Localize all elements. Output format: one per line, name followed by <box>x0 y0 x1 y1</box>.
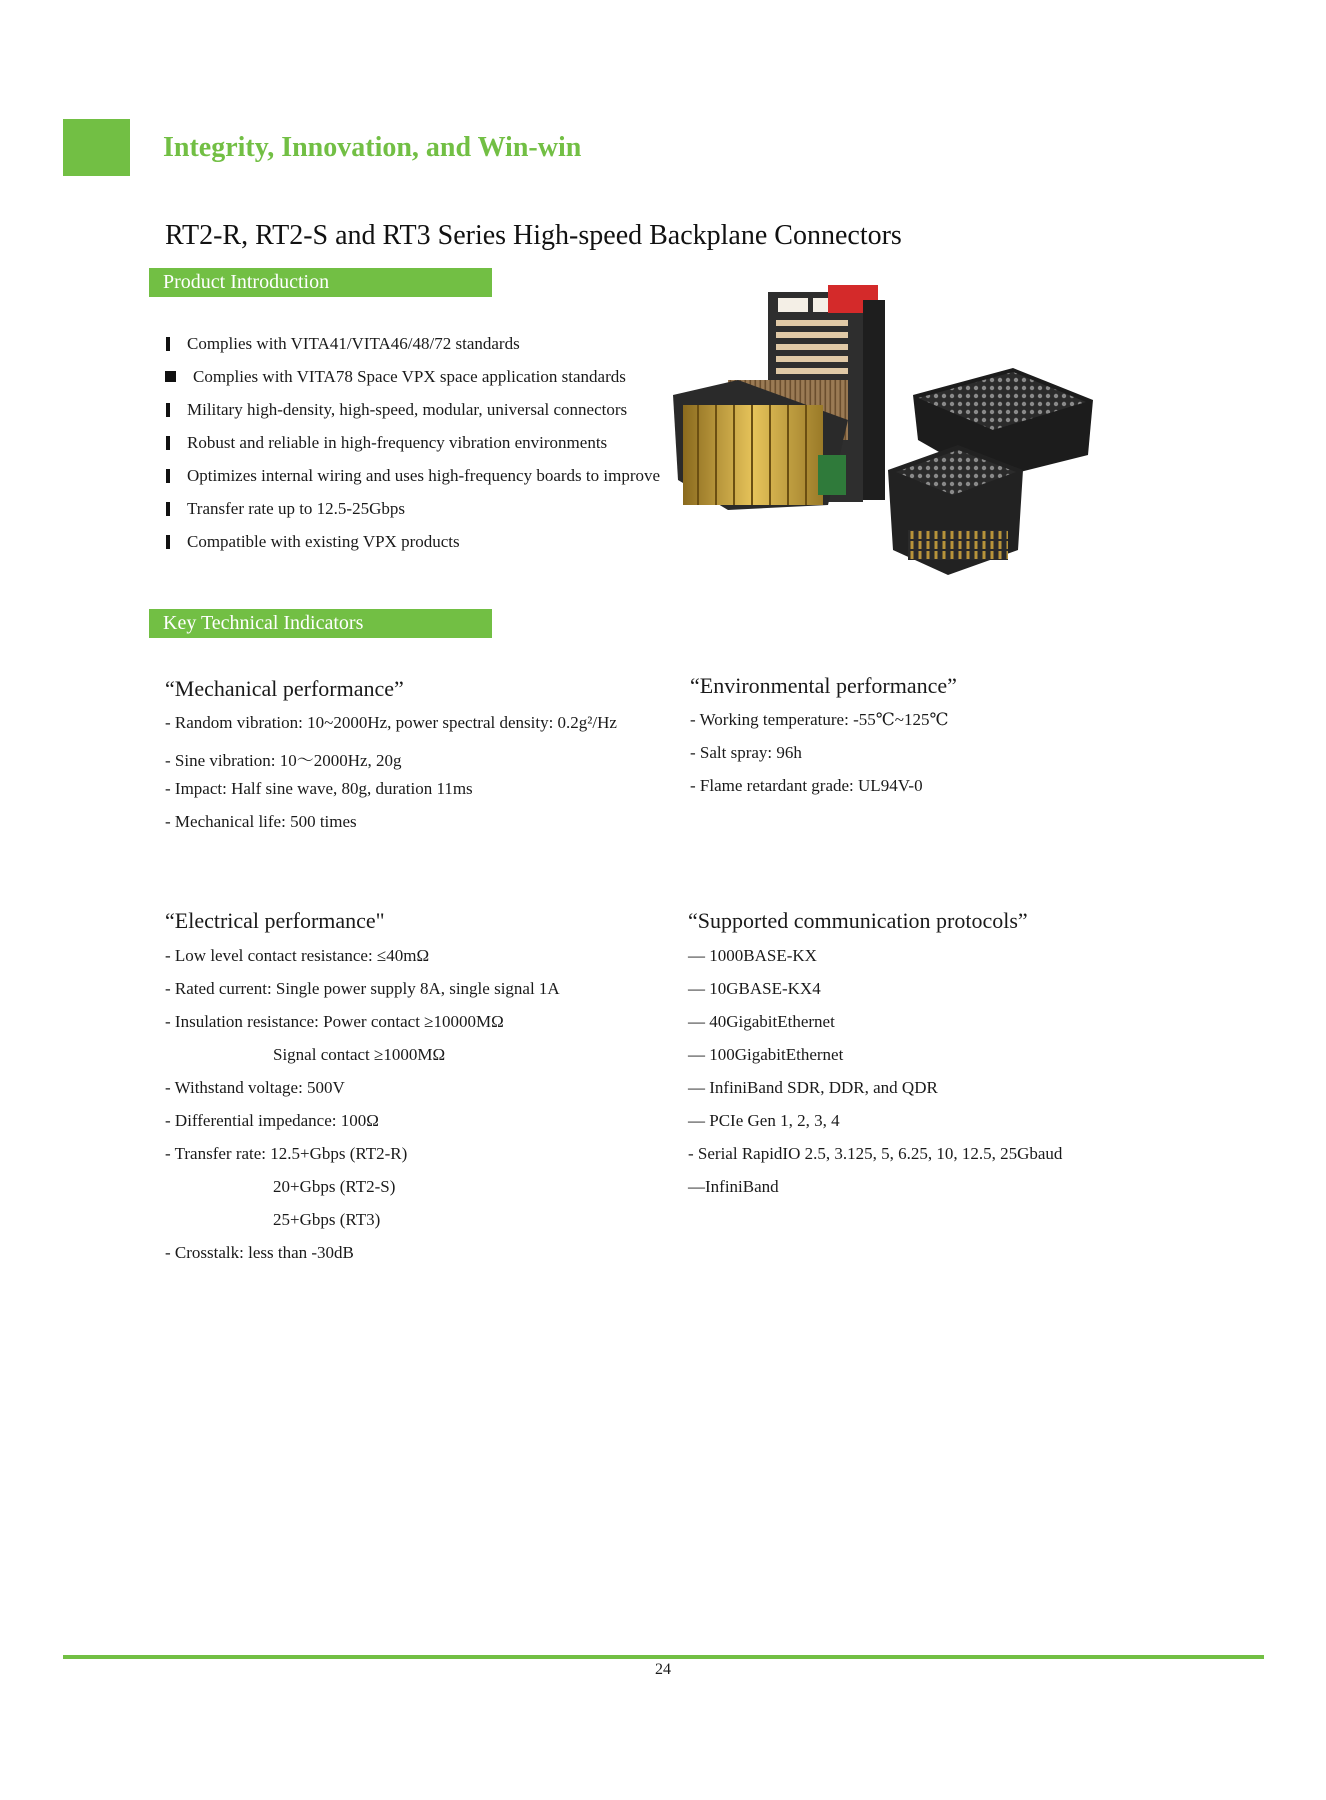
list-item: Complies with VITA78 Space VPX space application standards <box>163 367 668 400</box>
list-item: - Mechanical life: 500 times <box>165 812 357 831</box>
mechanical-performance-list <box>165 713 617 845</box>
list-item: - Transfer rate: 12.5+Gbps (RT2-R) <box>165 1144 408 1163</box>
environmental-performance-list <box>690 710 948 809</box>
bar-bullet-icon <box>163 334 187 356</box>
small-connector-shape <box>888 445 1023 575</box>
list-item: - Serial RapidIO 2.5, 3.125, 5, 6.25, 10, 12.5, 25Gbaud <box>688 1144 1063 1163</box>
list-item: Optimizes internal wiring and uses high-frequency boards to improve <box>163 466 668 499</box>
section-header-product-introduction: Product Introduction <box>149 268 492 297</box>
list-item: 20+Gbps (RT2-S) <box>273 1177 396 1196</box>
bar-bullet-icon <box>163 433 187 455</box>
section-header-key-technical-indicators: Key Technical Indicators <box>149 609 492 638</box>
list-item: - Differential impedance: 100Ω <box>165 1111 379 1130</box>
connector-product-image <box>668 280 1093 585</box>
product-introduction-list <box>163 334 668 565</box>
list-item: - Random vibration: 10~2000Hz, power spectral density: 0.2g²/Hz <box>165 713 617 732</box>
list-item: — InfiniBand SDR, DDR, and QDR <box>688 1078 938 1097</box>
list-item: Signal contact ≥1000MΩ <box>273 1045 446 1064</box>
page-title: RT2-R, RT2-S and RT3 Series High-speed Backplane Connectors <box>165 220 902 251</box>
list-item: — 40GigabitEthernet <box>688 1012 835 1031</box>
list-item: Complies with VITA41/VITA46/48/72 standards <box>163 334 668 367</box>
list-item: - Low level contact resistance: ≤40mΩ <box>165 946 430 965</box>
list-item: — PCIe Gen 1, 2, 3, 4 <box>688 1111 840 1130</box>
environmental-performance-heading: “Environmental performance” <box>690 673 957 698</box>
list-item: Robust and reliable in high-frequency vibration environments <box>163 433 668 466</box>
list-item: - Crosstalk: less than -30dB <box>165 1243 354 1262</box>
list-item: Compatible with existing VPX products <box>163 532 668 565</box>
list-item: - Sine vibration: 10～2000Hz, 20g <box>165 751 402 770</box>
list-item: - Working temperature: -55℃~125℃ <box>690 710 949 729</box>
mechanical-performance-heading: “Mechanical performance” <box>165 676 404 701</box>
company-slogan: Integrity, Innovation, and Win-win <box>163 132 582 163</box>
bar-bullet-icon <box>163 400 187 422</box>
bar-bullet-icon <box>163 532 187 554</box>
footer-divider <box>63 1655 1264 1659</box>
square-bullet-icon <box>163 367 187 387</box>
list-item: — 1000BASE-KX <box>688 946 817 965</box>
header-accent-block <box>63 119 130 176</box>
list-item: Transfer rate up to 12.5-25Gbps <box>163 499 668 532</box>
list-item: - Rated current: Single power supply 8A, single signal 1A <box>165 979 560 998</box>
list-item: Military high-density, high-speed, modular, universal connectors <box>163 400 668 433</box>
list-item: — 10GBASE-KX4 <box>688 979 821 998</box>
list-item: - Flame retardant grade: UL94V-0 <box>690 776 923 795</box>
electrical-performance-heading: “Electrical performance" <box>165 908 385 933</box>
bar-bullet-icon <box>163 466 187 488</box>
list-item: - Withstand voltage: 500V <box>165 1078 345 1097</box>
list-item: — 100GigabitEthernet <box>688 1045 844 1064</box>
supported-protocols-list <box>688 946 1062 1210</box>
bar-bullet-icon <box>163 499 187 521</box>
list-item: - Insulation resistance: Power contact ≥10000MΩ <box>165 1012 504 1031</box>
list-item: - Impact: Half sine wave, 80g, duration 11ms <box>165 779 473 798</box>
page-number: 24 <box>655 1661 671 1678</box>
list-item: - Salt spray: 96h <box>690 743 802 762</box>
electrical-performance-list <box>165 946 560 1276</box>
supported-protocols-heading: “Supported communication protocols” <box>688 908 1028 933</box>
list-item: —InfiniBand <box>688 1177 779 1196</box>
list-item: 25+Gbps (RT3) <box>273 1210 381 1229</box>
